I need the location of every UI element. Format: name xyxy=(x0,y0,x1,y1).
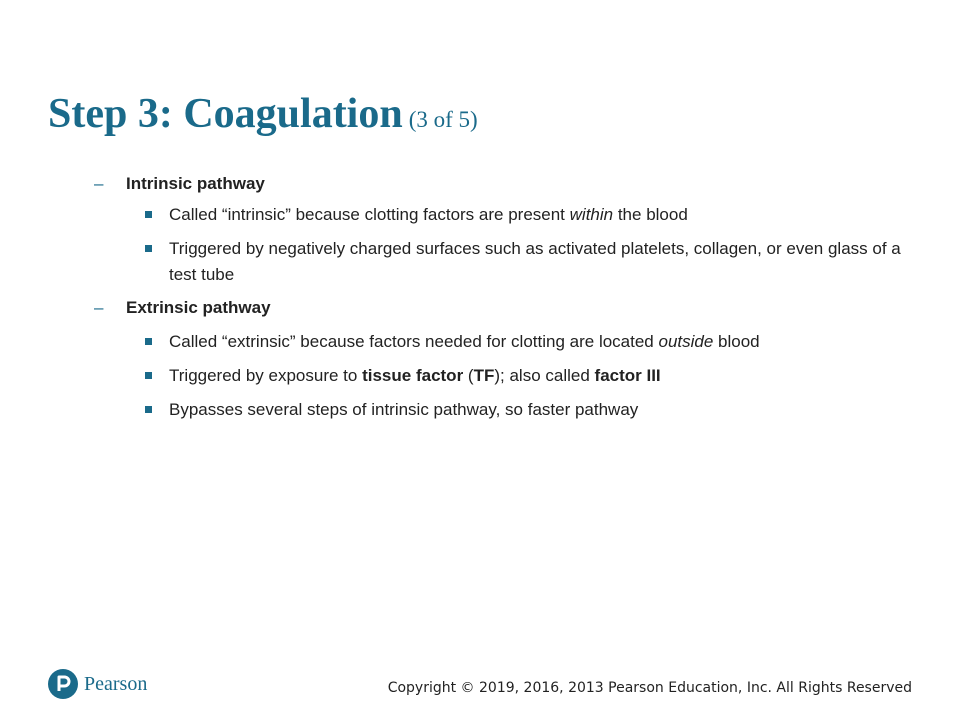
bullet-item xyxy=(145,329,925,355)
bullet-item xyxy=(145,202,925,228)
bullet-item xyxy=(145,397,925,423)
bullet-text xyxy=(169,397,925,423)
text-run: blood xyxy=(713,332,760,351)
bullet-text xyxy=(169,329,925,355)
bold-term: tissue factor xyxy=(362,366,464,385)
bullet-item xyxy=(145,236,925,288)
dash-marker: – xyxy=(94,174,104,193)
slide-title xyxy=(48,90,478,144)
bold-term: factor III xyxy=(594,366,661,385)
section-heading-text: Intrinsic pathway xyxy=(126,174,265,193)
emphasis-text: outside xyxy=(658,332,714,351)
bullet-text xyxy=(169,236,925,288)
text-run: Bypasses several steps of intrinsic pathway, so faster pathway xyxy=(169,400,639,419)
pearson-p-icon xyxy=(48,669,78,699)
copyright-notice: Copyright © 2019, 2016, 2013 Pearson Education, Inc. All Rights Reserved xyxy=(387,680,912,696)
emphasis-text: within xyxy=(569,205,614,224)
section-heading-extrinsic xyxy=(94,297,271,319)
text-run: Called “extrinsic” because factors needed for clotting are located xyxy=(169,332,659,351)
text-run: Called “intrinsic” because clotting factors are present xyxy=(169,205,570,224)
square-bullet-icon xyxy=(145,211,152,218)
pearson-logo xyxy=(48,668,147,700)
section-heading-intrinsic xyxy=(94,173,265,195)
dash-marker: – xyxy=(94,298,104,317)
bullet-text xyxy=(169,202,925,228)
text-run: ); also called xyxy=(494,366,595,385)
text-run: Triggered by exposure to xyxy=(169,366,363,385)
square-bullet-icon xyxy=(145,372,152,379)
text-run: Triggered by negatively charged surfaces such as activated platelets, collagen, or even glass of a test tube xyxy=(169,239,901,284)
square-bullet-icon xyxy=(145,406,152,413)
square-bullet-icon xyxy=(145,245,152,252)
bullet-text xyxy=(169,363,925,389)
pearson-brand-text: Pearson xyxy=(84,672,148,695)
text-run: ( xyxy=(463,366,474,385)
slide-title-text: Step 3: Coagulation xyxy=(48,91,403,137)
square-bullet-icon xyxy=(145,338,152,345)
slide-subtitle: (3 of 5) xyxy=(408,107,478,132)
bold-term: TF xyxy=(473,366,495,385)
bullet-item xyxy=(145,363,925,389)
text-run: the blood xyxy=(613,205,688,224)
section-heading-text: Extrinsic pathway xyxy=(126,298,271,317)
